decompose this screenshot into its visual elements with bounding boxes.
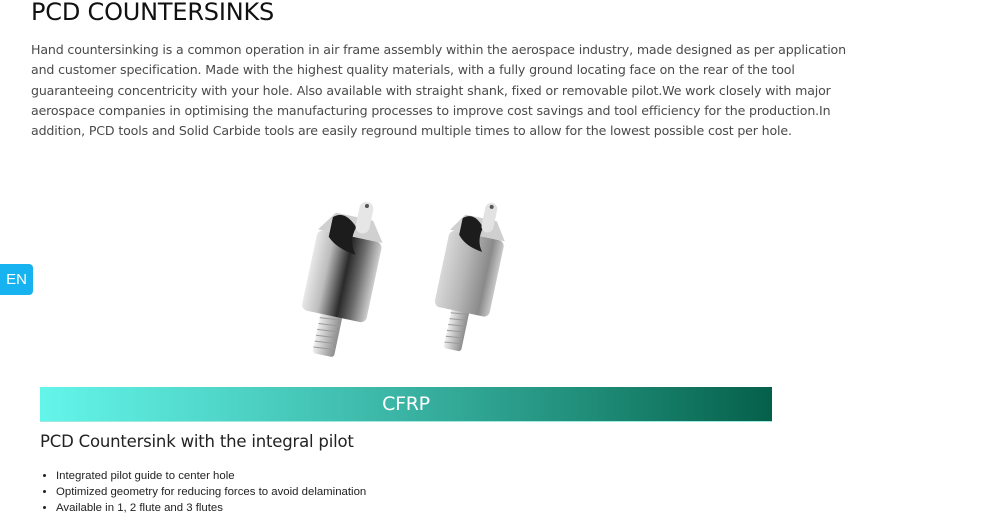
language-switch-button[interactable]: EN [0,264,33,295]
intro-line: Hand countersinking is a common operation in air frame assembly within the aerospace industry, made designed as per application [31,42,846,57]
section-subtitle: PCD Countersink with the integral pilot [40,432,354,451]
feature-item: • Optimized geometry for reducing forces to avoid delamination [56,484,366,500]
product-image [290,190,540,365]
feature-item: • Available in 1, 2 flute and 3 flutes [56,500,366,516]
intro-line: addition, PCD tools and Solid Carbide tools are easily reground multiple times to allow for the lowest possible cost per hole. [31,123,792,139]
feature-list [40,468,366,517]
intro-line: aerospace companies in optimising the manufacturing processes to improve cost savings and tool efficiency for the production.In [31,102,831,118]
intro-line: guaranteeing concentricity with your hole. Also available with straight shank, fixed or removable pilot.We work closely with major [31,82,831,98]
material-banner-cfrp: CFRP [40,387,772,422]
page-title: PCD COUNTERSINKS [31,0,275,26]
countersink-tools-illustration [290,190,540,365]
feature-item: • Integrated pilot guide to center hole [56,468,366,484]
intro-paragraph [31,40,846,141]
intro-line: and customer specification. Made with the highest quality materials, with a fully ground locating face on the rear of the tool [31,62,795,78]
